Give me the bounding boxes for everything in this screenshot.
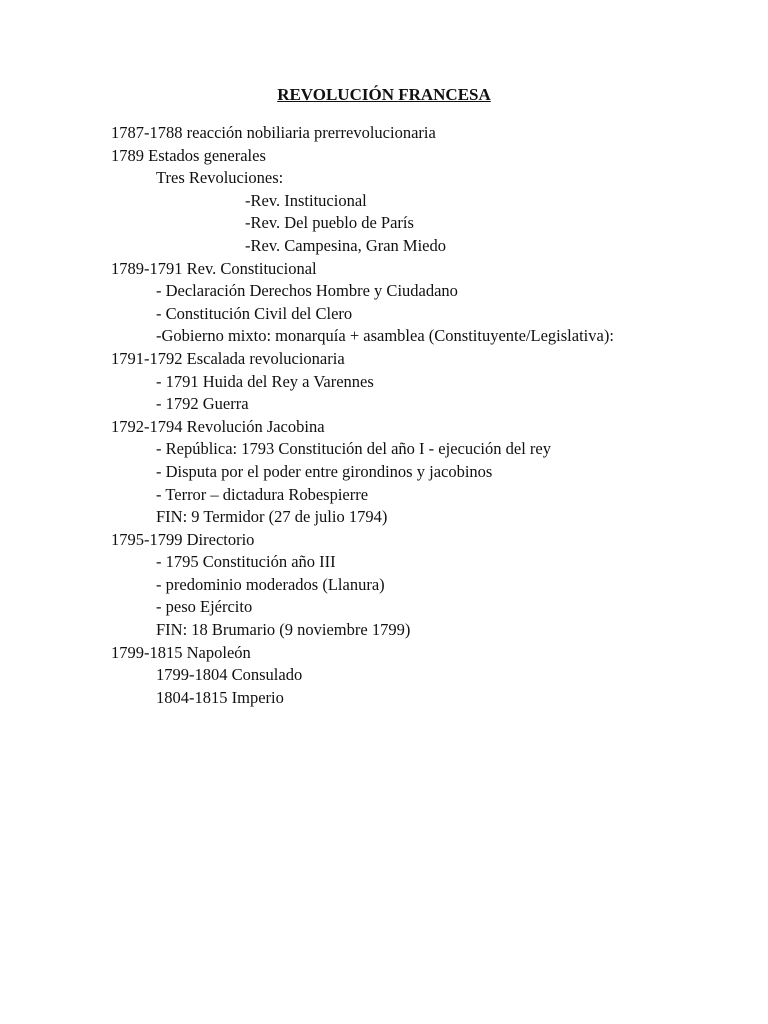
outline-line: - Declaración Derechos Hombre y Ciudadano bbox=[156, 281, 458, 301]
outline-line: - Disputa por el poder entre girondinos y jacobinos bbox=[156, 461, 493, 481]
outline-list bbox=[0, 122, 768, 709]
outline-line: FIN: 9 Termidor (27 de julio 1794) bbox=[156, 507, 388, 527]
outline-line: - predominio moderados (Llanura) bbox=[156, 574, 385, 594]
outline-line: 1795-1799 Directorio bbox=[111, 529, 255, 549]
outline-line: 1799-1815 Napoleón bbox=[111, 642, 251, 662]
outline-line: FIN: 18 Brumario (9 noviembre 1799) bbox=[156, 620, 411, 640]
outline-line: - Terror – dictadura Robespierre bbox=[156, 484, 369, 504]
outline-line: - 1792 Guerra bbox=[156, 394, 249, 414]
outline-line: Tres Revoluciones: bbox=[156, 168, 284, 188]
outline-line: - 1791 Huida del Rey a Varennes bbox=[156, 371, 374, 391]
outline-line: 1792-1794 Revolución Jacobina bbox=[111, 416, 325, 436]
outline-line: 1789-1791 Rev. Constitucional bbox=[111, 258, 317, 278]
outline-line: - Constitución Civil del Clero bbox=[156, 303, 353, 323]
document-title: REVOLUCIÓN FRANCESA bbox=[277, 85, 491, 104]
outline-line: - peso Ejército bbox=[156, 597, 253, 617]
outline-line: - 1795 Constitución año III bbox=[156, 552, 336, 572]
outline-line: -Rev. Campesina, Gran Miedo bbox=[245, 235, 447, 255]
outline-line: -Gobierno mixto: monarquía + asamblea (Constituyente/Legislativa): bbox=[156, 326, 614, 346]
outline-line: -Rev. Del pueblo de París bbox=[245, 213, 414, 233]
outline-line: 1789 Estados generales bbox=[111, 145, 266, 165]
outline-line: 1799-1804 Consulado bbox=[156, 665, 303, 685]
outline-line: -Rev. Institucional bbox=[245, 190, 367, 210]
outline-line: - República: 1793 Constitución del año I - ejecución del rey bbox=[156, 439, 551, 459]
outline-line: 1791-1792 Escalada revolucionaria bbox=[111, 348, 345, 368]
outline-line: 1804-1815 Imperio bbox=[156, 687, 284, 707]
outline-line: 1787-1788 reacción nobiliaria prerrevolucionaria bbox=[111, 123, 436, 142]
